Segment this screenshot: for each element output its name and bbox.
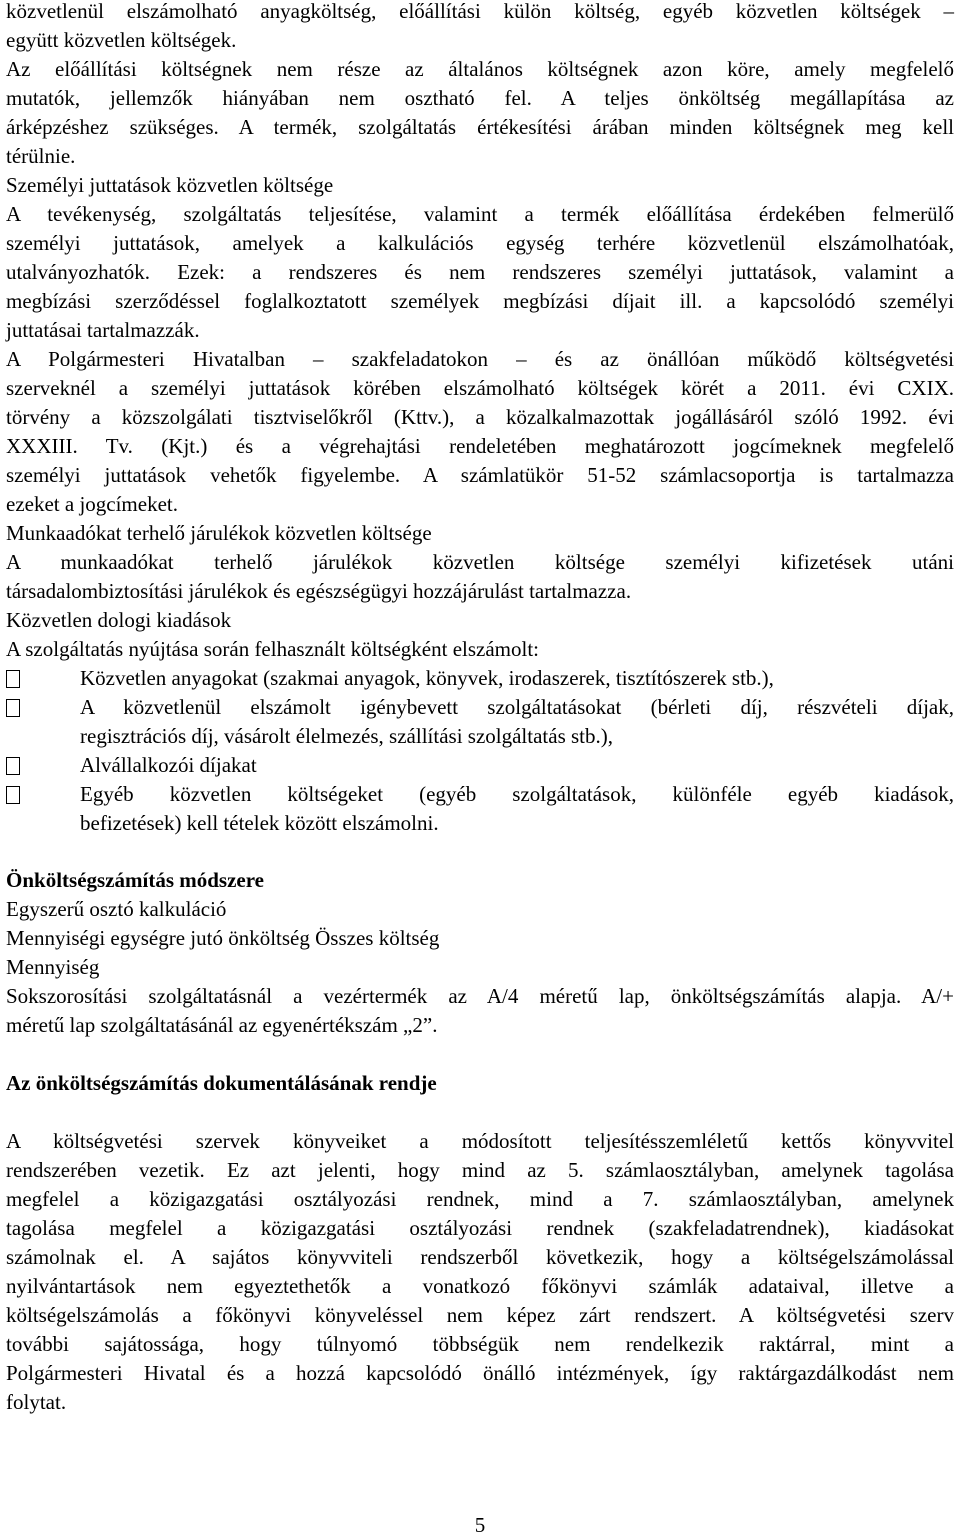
section-heading: Közvetlen dologi kiadások bbox=[6, 608, 232, 632]
text-line: tagolása megfelel a közigazgatási osztályozási rendnek (szakfeladatrendnek), kiadásokat bbox=[6, 1216, 954, 1240]
list-item: Közvetlen anyagokat (szakmai anyagok, könyvek, irodaszerek, tisztítószerek stb.), bbox=[80, 666, 774, 690]
text-line: Az előállítási költségnek nem része az általános költségnek azon köre, amely megfelelő bbox=[6, 57, 954, 81]
list-item: A közvetlenül elszámolt igénybevett szolgáltatásokat (bérleti díj, részvételi díjak, bbox=[80, 695, 954, 719]
text-line: személyi juttatások vehetők figyelembe. A számlatükör 51-52 számlacsoportja is tartalmazza bbox=[6, 463, 954, 487]
list-item: Egyéb közvetlen költségeket (egyéb szolgáltatások, különféle egyéb kiadások, bbox=[80, 782, 954, 806]
list-item-continuation: befizetések) kell tételek között elszámolni. bbox=[80, 811, 439, 835]
section-heading: Személyi juttatások közvetlen költsége bbox=[6, 173, 334, 197]
text-line: Mennyiségi egységre jutó önköltség Összes költség bbox=[6, 926, 440, 950]
checkbox-bullet-icon bbox=[6, 670, 20, 688]
list-item-continuation: regisztrációs díj, vásárolt élelmezés, szállítási szolgáltatás stb.), bbox=[80, 724, 613, 748]
text-line: megfelel a közigazgatási osztályozási rendnek, mind a 7. számlaosztályban, amelynek bbox=[6, 1187, 954, 1211]
text-line: személyi juttatások, amelyek a kalkulációs egység terhére közvetlenül elszámolhatóak, bbox=[6, 231, 954, 255]
text-line: törvény a közszolgálati tisztviselőkről (Kttv.), a közalkalmazottak jogállásáról szóló 1992. évi bbox=[6, 405, 954, 429]
section-title: Önköltségszámítás módszere bbox=[6, 868, 264, 892]
text-line: számolnak el. A sajátos könyvviteli rendszerből következik, hogy a költségelszámolással bbox=[6, 1245, 954, 1269]
list-item: Alvállalkozói díjakat bbox=[80, 753, 257, 777]
text-line: mutatók, jellemzők hiányában nem osztható fel. A teljes önköltség megállapítása az bbox=[6, 86, 954, 110]
section-heading: Munkaadókat terhelő járulékok közvetlen költsége bbox=[6, 521, 432, 545]
text-line: szerveknél a személyi juttatások körében elszámolható költségek körét a 2011. évi CXIX. bbox=[6, 376, 954, 400]
text-line: együtt közvetlen költségek. bbox=[6, 28, 237, 52]
text-line: A szolgáltatás nyújtása során felhasznált költségként elszámolt: bbox=[6, 637, 540, 661]
page-number: 5 bbox=[474, 1513, 486, 1537]
text-line: rendszerében vezetik. Ez azt jelenti, hogy mind az 5. számlaosztályban, amelynek tagolása bbox=[6, 1158, 954, 1182]
text-line: méretű lap szolgáltatásánál az egyenértékszám „2”. bbox=[6, 1013, 438, 1037]
text-line: térülnie. bbox=[6, 144, 76, 168]
text-line: társadalombiztosítási járulékok és egészségügyi hozzájárulást tartalmazza. bbox=[6, 579, 632, 603]
text-line: A Polgármesteri Hivatalban – szakfeladatokon – és az önállóan működő költségvetési bbox=[6, 347, 954, 371]
text-line: folytat. bbox=[6, 1390, 67, 1414]
text-line: Egyszerű osztó kalkuláció bbox=[6, 897, 227, 921]
text-line: ezeket a jogcímeket. bbox=[6, 492, 178, 516]
text-line: nyilvántartások nem egyeztethetők a vonatkozó főkönyvi számlák adataival, illetve a bbox=[6, 1274, 954, 1298]
checkbox-bullet-icon bbox=[6, 699, 20, 717]
text-line: közvetlenül elszámolható anyagköltség, előállítási külön költség, egyéb közvetlen költségek – bbox=[6, 0, 954, 23]
checkbox-bullet-icon bbox=[6, 757, 20, 775]
text-line: A munkaadókat terhelő járulékok közvetlen költsége személyi kifizetések utáni bbox=[6, 550, 954, 574]
text-line: költségelszámolás a főkönyvi könyveléssel nem képez zárt rendszert. A költségvetési szerv bbox=[6, 1303, 954, 1327]
checkbox-bullet-icon bbox=[6, 786, 20, 804]
text-line: utalványozhatók. Ezek: a rendszeres és nem rendszeres személyi juttatások, valamint a bbox=[6, 260, 954, 284]
text-line: Sokszorosítási szolgáltatásnál a vezértermék az A/4 méretű lap, önköltségszámítás alapja. A/+ bbox=[6, 984, 954, 1008]
text-line: árképzéshez szükséges. A termék, szolgáltatás értékesítési árában minden költségnek meg kell bbox=[6, 115, 954, 139]
text-line: Mennyiség bbox=[6, 955, 100, 979]
section-title: Az önköltségszámítás dokumentálásának rendje bbox=[6, 1071, 437, 1095]
text-line: juttatásai tartalmazzák. bbox=[6, 318, 200, 342]
text-line: A költségvetési szervek könyveiket a módosított teljesítésszemléletű kettős könyvvitel bbox=[6, 1129, 954, 1153]
text-line: A tevékenység, szolgáltatás teljesítése, valamint a termék előállítása érdekében felmerülő bbox=[6, 202, 954, 226]
text-line: további sajátossága, hogy túlnyomó többségük nem rendelkezik raktárral, mint a bbox=[6, 1332, 954, 1356]
text-line: Polgármesteri Hivatal és a hozzá kapcsolódó önálló intézmények, így raktárgazdálkodást nem bbox=[6, 1361, 954, 1385]
text-line: XXXIII. Tv. (Kjt.) és a végrehajtási rendeletében meghatározott jogcímeknek megfelelő bbox=[6, 434, 954, 458]
text-line: megbízási szerződéssel foglalkoztatott személyek megbízási díjait ill. a kapcsolódó személyi bbox=[6, 289, 954, 313]
